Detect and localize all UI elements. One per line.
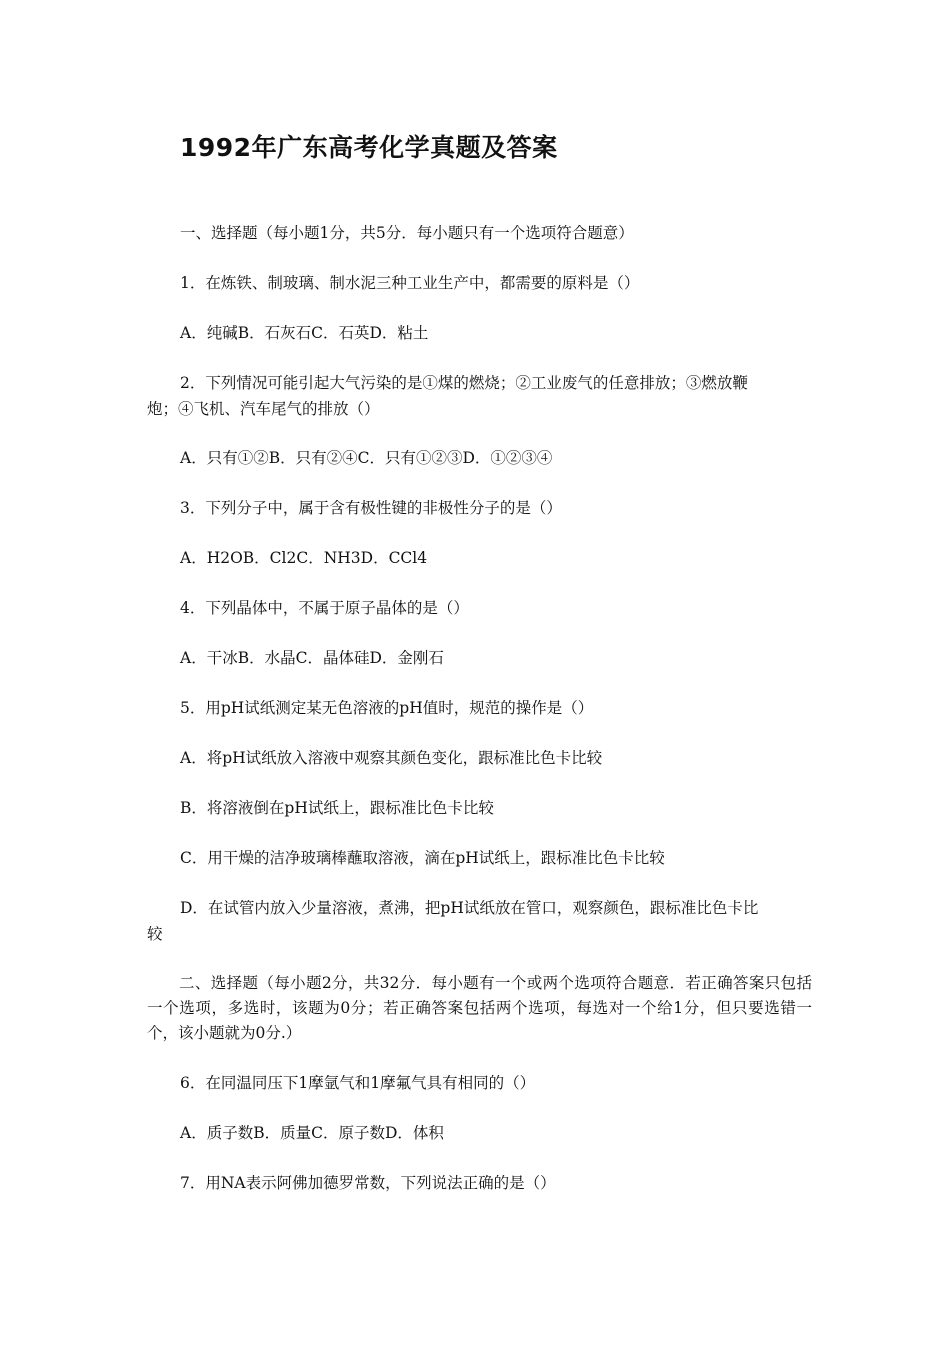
question-1-stem: 1．在炼铁、制玻璃、制水泥三种工业生产中，都需要的原料是（） (180, 274, 640, 292)
question-6-stem: 6．在同温同压下1摩氩气和1摩氟气具有相同的（） (180, 1074, 536, 1092)
question-5-option-d-line2: 较 (147, 925, 163, 943)
question-5-option-c: C．用干燥的洁净玻璃棒蘸取溶液，滴在pH试纸上，跟标准比色卡比较 (180, 849, 665, 867)
question-2-stem-line1: 2．下列情况可能引起大气污染的是①煤的燃烧；②工业废气的任意排放；③燃放鞭 (180, 374, 748, 392)
question-3-stem: 3．下列分子中，属于含有极性键的非极性分子的是（） (180, 499, 562, 517)
page-title: 1992年广东高考化学真题及答案 (180, 133, 558, 162)
question-5-option-d-line1: D．在试管内放入少量溶液，煮沸，把pH试纸放在管口，观察颜色，跟标准比色卡比 (180, 899, 759, 917)
question-5-stem: 5．用pH试纸测定某无色溶液的pH值时，规范的操作是（） (180, 699, 594, 717)
question-4-stem: 4．下列晶体中，不属于原子晶体的是（） (180, 599, 469, 617)
question-6-options: A．质子数B．质量C．原子数D．体积 (180, 1124, 444, 1142)
question-2-options: A．只有①②B．只有②④C．只有①②③D．①②③④ (180, 449, 553, 467)
section-1-header: 一、选择题（每小题1分，共5分．每小题只有一个选项符合题意） (180, 224, 634, 242)
question-7-stem: 7．用NA表示阿佛加德罗常数，下列说法正确的是（） (180, 1174, 556, 1192)
question-5-option-b: B．将溶液倒在pH试纸上，跟标准比色卡比较 (180, 799, 494, 817)
question-1-options: A．纯碱B．石灰石C．石英D．粘土 (180, 324, 429, 342)
question-4-options: A．干冰B．水晶C．晶体硅D．金刚石 (180, 649, 444, 667)
question-2-stem-line2: 炮；④飞机、汽车尾气的排放（） (147, 400, 380, 418)
section-2-header: 二、选择题（每小题2分，共32分．每小题有一个或两个选项符合题意．若正确答案只包括一个选项，多选时，该题为0分；若正确答案包括两个选项，每选对一个给1分，但只要选错一个，该小题就为0分.） (147, 974, 812, 1042)
question-3-options: A．H2OB．Cl2C．NH3D．CCl4 (180, 549, 428, 567)
question-5-option-a: A．将pH试纸放入溶液中观察其颜色变化，跟标准比色卡比较 (180, 749, 603, 767)
